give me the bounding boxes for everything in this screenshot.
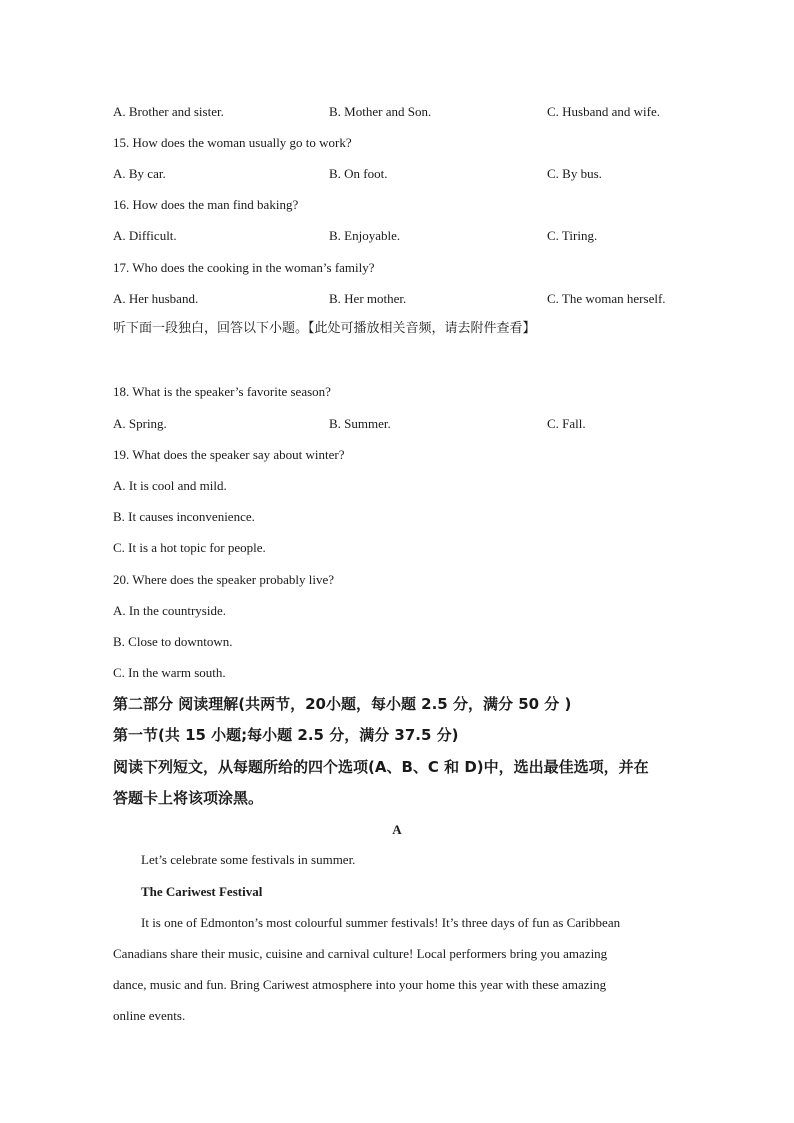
q17-option-c: C. The woman herself. <box>547 291 666 306</box>
q20-option-b: B. Close to downtown. <box>113 634 233 649</box>
passage-label: A <box>392 822 402 837</box>
passage-line-1: It is one of Edmonton’s most colourful summer festivals! It’s three days of fun as Caribbean <box>141 915 621 930</box>
q20-question: 20. Where does the speaker probably live? <box>113 572 335 587</box>
part2-title: 第二部分 阅读理解(共两节，20小题，每小题 2.5 分，满分 50 分 ) <box>113 695 572 713</box>
q15-option-b: B. On foot. <box>329 166 388 181</box>
q14-option-b: B. Mother and Son. <box>329 104 432 119</box>
q18-option-c: C. Fall. <box>547 416 586 431</box>
passage-line-4: online events. <box>113 1008 186 1023</box>
q17-question: 17. Who does the cooking in the woman’s family? <box>113 260 375 275</box>
q16-option-c: C. Tiring. <box>547 228 598 243</box>
passage-line-2: Canadians share their music, cuisine and carnival culture! Local performers bring you amazing <box>113 946 608 961</box>
q17-option-b: B. Her mother. <box>329 291 407 306</box>
passage-line-3: dance, music and fun. Bring Cariwest atmosphere into your home this year with these amazing <box>113 977 607 992</box>
q15-question: 15. How does the woman usually go to work? <box>113 135 352 150</box>
q18-question: 18. What is the speaker’s favorite season? <box>113 384 331 399</box>
q19-option-c: C. It is a hot topic for people. <box>113 540 266 555</box>
q16-option-a: A. Difficult. <box>113 228 177 243</box>
q19-option-b: B. It causes inconvenience. <box>113 509 255 524</box>
q19-question: 19. What does the speaker say about winter? <box>113 447 345 462</box>
q15-option-a: A. By car. <box>113 166 166 181</box>
q16-option-b: B. Enjoyable. <box>329 228 401 243</box>
q18-option-a: A. Spring. <box>113 416 167 431</box>
reading-instruction-line1: 阅读下列短文，从每题所给的四个选项(A、B、C 和 D)中，选出最佳选项，并在 <box>113 758 649 776</box>
q17-option-a: A. Her husband. <box>113 291 199 306</box>
q19-option-a: A. It is cool and mild. <box>113 478 227 493</box>
q16-question: 16. How does the man find baking? <box>113 197 299 212</box>
monologue-instruction: 听下面一段独白，回答以下小题。【此处可播放相关音频，请去附件查看】 <box>113 321 536 336</box>
passage-intro: Let’s celebrate some festivals in summer. <box>141 852 356 867</box>
q15-option-c: C. By bus. <box>547 166 602 181</box>
q20-option-c: C. In the warm south. <box>113 665 226 680</box>
reading-instruction-line2: 答题卡上将该项涂黑。 <box>113 789 264 807</box>
q18-option-b: B. Summer. <box>329 416 391 431</box>
section1-title: 第一节(共 15 小题;每小题 2.5 分，满分 37.5 分) <box>113 726 459 744</box>
q20-option-a: A. In the countryside. <box>113 603 227 618</box>
festival-title: The Cariwest Festival <box>141 884 263 899</box>
q14-option-a: A. Brother and sister. <box>113 104 224 119</box>
q14-option-c: C. Husband and wife. <box>547 104 661 119</box>
